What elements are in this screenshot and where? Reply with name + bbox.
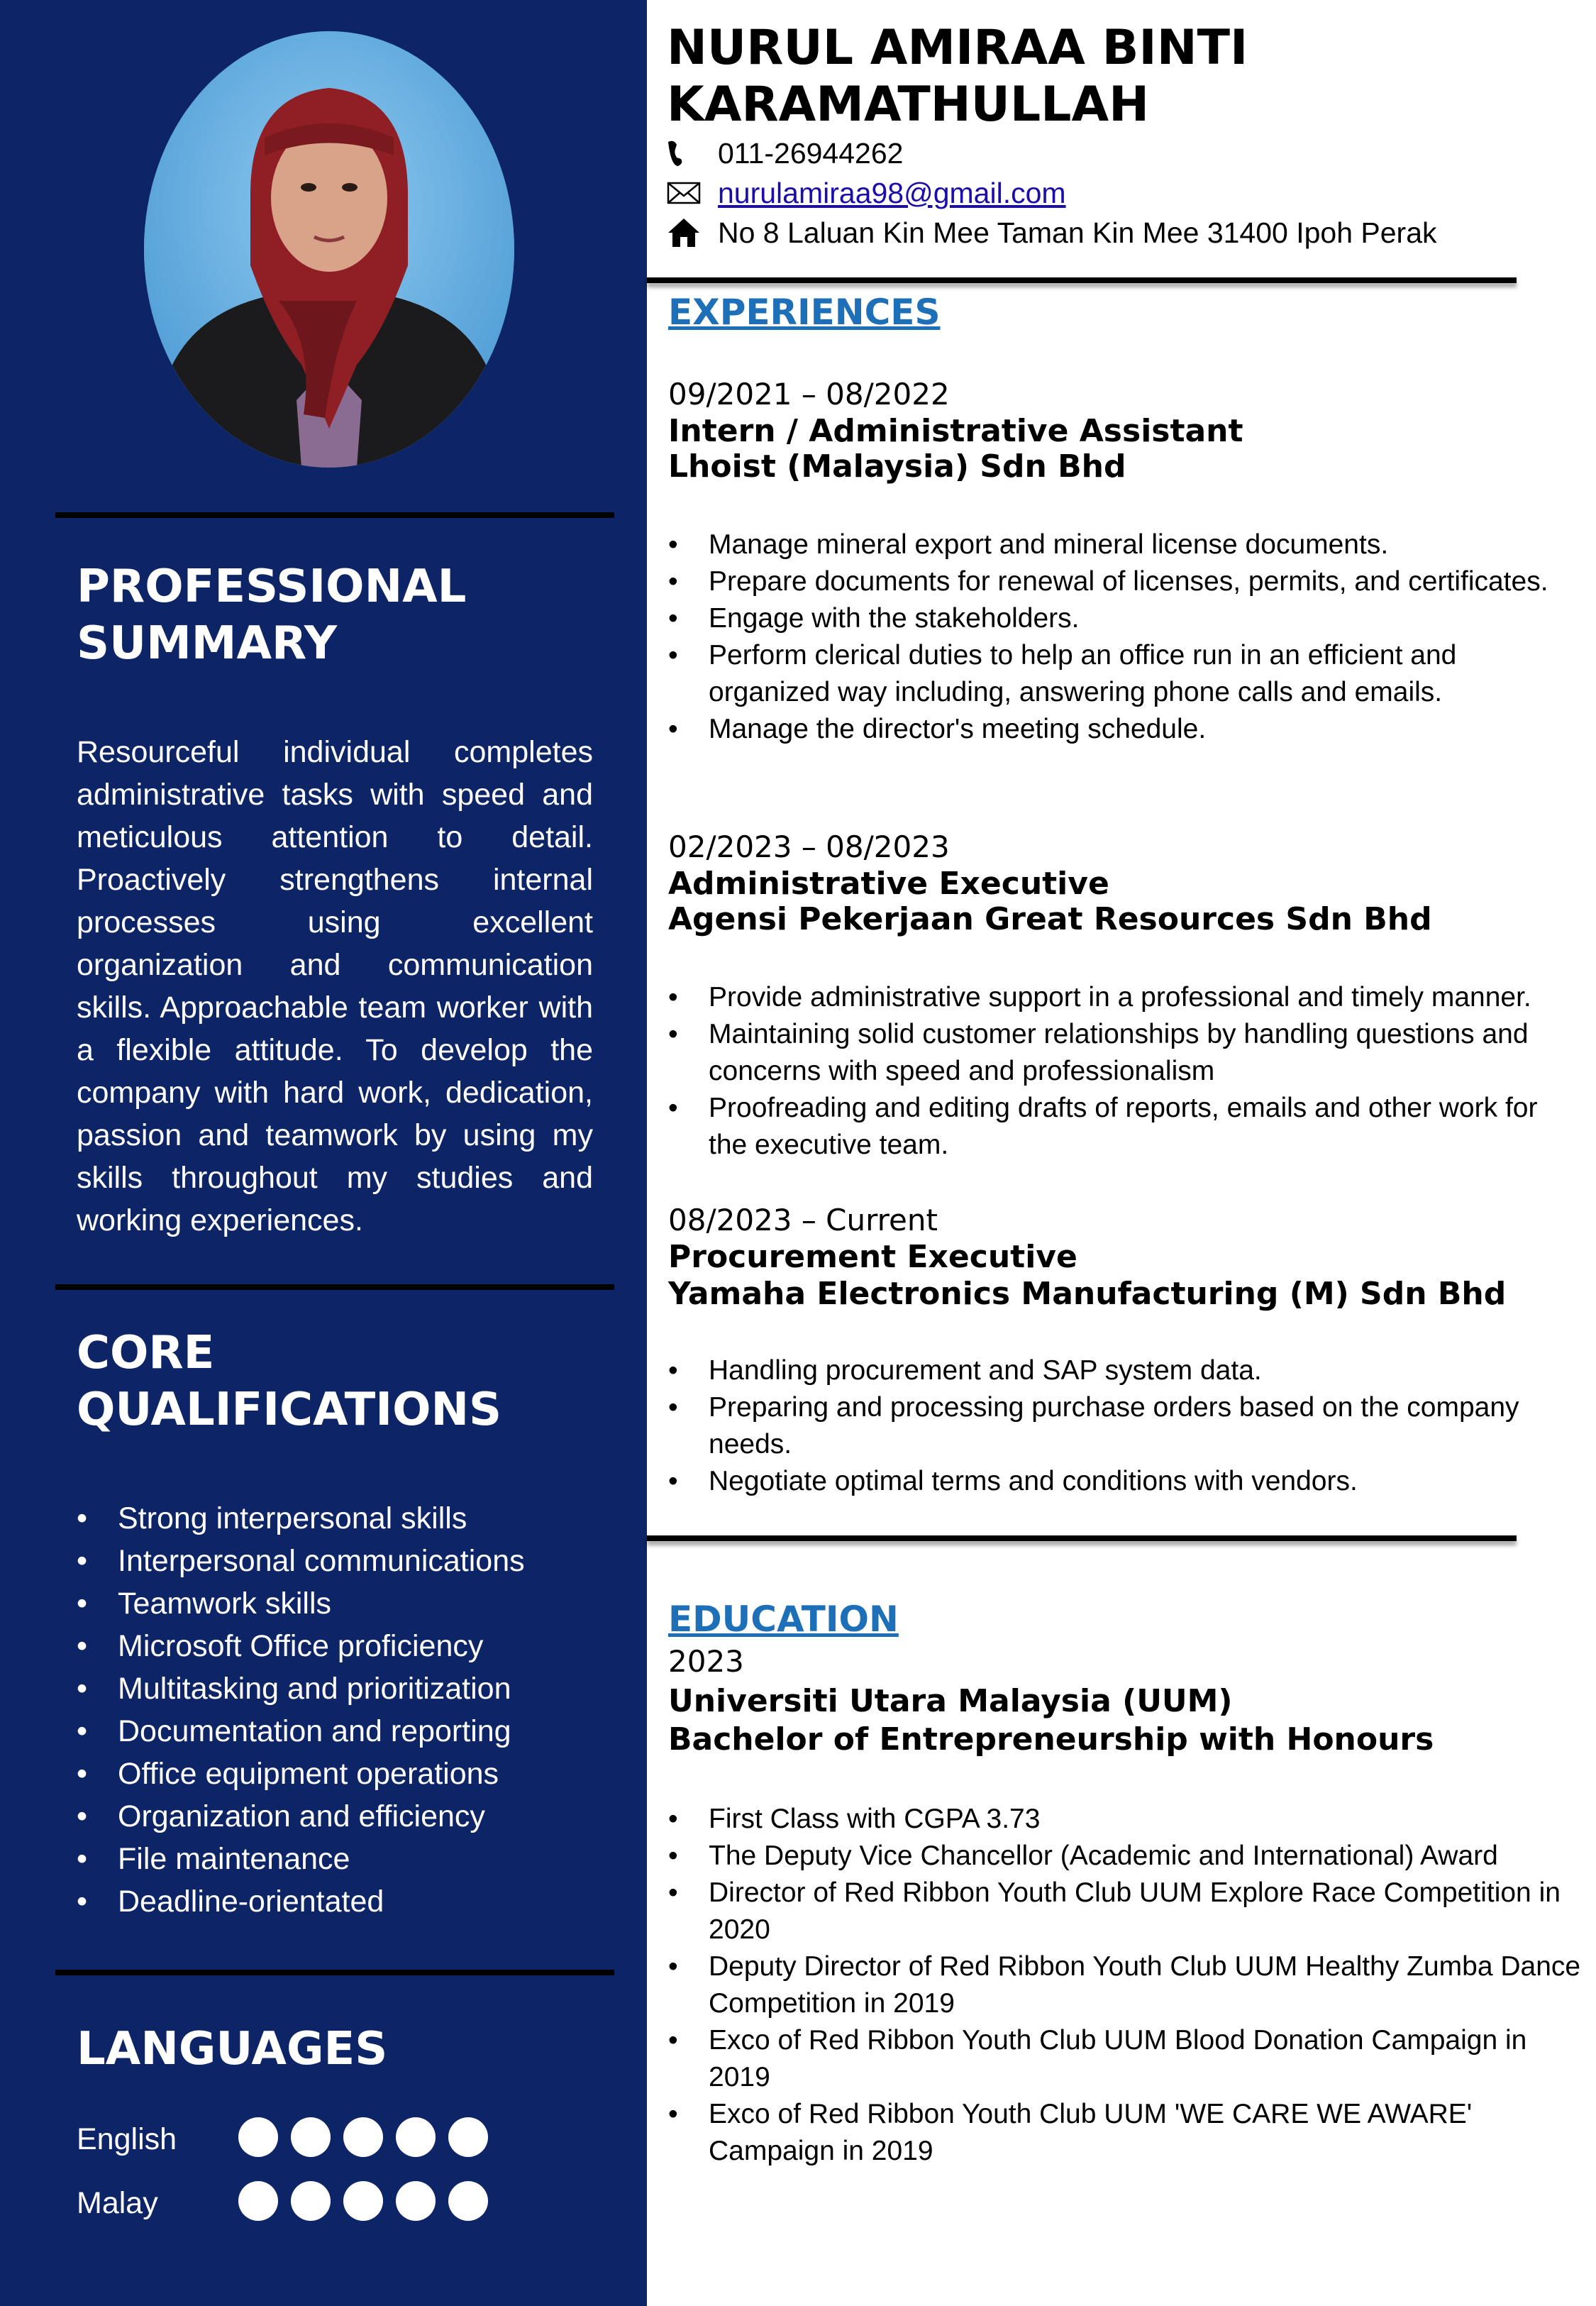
- rating-dot: [343, 2181, 383, 2221]
- email-link[interactable]: nurulamiraa98@gmail.com: [718, 177, 1066, 209]
- list-item: • Director of Red Ribbon Youth Club UUM Explore Race Competition in 2020: [668, 1875, 1583, 1948]
- job-dates: 02/2023 – 08/2023: [668, 829, 950, 864]
- rating-dot: [396, 2181, 436, 2221]
- section-divider: [55, 1284, 614, 1290]
- qualifications-list: [77, 1497, 616, 1923]
- list-item: • Handling procurement and SAP system data.: [668, 1352, 1583, 1389]
- envelope-icon: [667, 177, 701, 209]
- rating-dot: [448, 2117, 488, 2157]
- rating-dot: [448, 2181, 488, 2221]
- rating-dot: [238, 2117, 278, 2157]
- job-duties: [668, 979, 1583, 1164]
- phone-number: 011-26944262: [718, 137, 904, 170]
- phone-icon: [667, 138, 701, 169]
- job-duties: [668, 526, 1583, 748]
- home-icon: [667, 217, 701, 248]
- section-divider: [55, 512, 614, 518]
- job-title: Administrative Executive: [668, 866, 1109, 902]
- sidebar: [0, 0, 647, 2306]
- list-item: • Microsoft Office proficiency: [77, 1625, 616, 1667]
- list-item: • Preparing and processing purchase orders based on the company needs.: [668, 1389, 1583, 1463]
- list-item: • The Deputy Vice Chancellor (Academic and International) Award: [668, 1838, 1583, 1875]
- list-item: • Proofreading and editing drafts of reports, emails and other work for the executive team.: [668, 1090, 1583, 1164]
- list-item: • Documentation and reporting: [77, 1710, 616, 1753]
- company-name: Lhoist (Malaysia) Sdn Bhd: [668, 448, 1126, 485]
- job-duties: [668, 1352, 1583, 1500]
- address-text: No 8 Laluan Kin Mee Taman Kin Mee 31400 Ipoh Perak: [718, 216, 1437, 249]
- full-name: NURUL AMIRAA BINTI KARAMATHULLAH: [667, 20, 1248, 133]
- job-dates: 09/2021 – 08/2022: [668, 377, 950, 412]
- proficiency-rating: [238, 2181, 501, 2221]
- section-divider: [55, 1970, 614, 1975]
- experiences-heading: EXPERIENCES: [668, 292, 941, 333]
- rating-dot: [343, 2117, 383, 2157]
- company-name: Yamaha Electronics Manufacturing (M) Sdn Bhd: [668, 1276, 1507, 1312]
- list-item: • Manage the director's meeting schedule.: [668, 711, 1583, 748]
- language-row-english: [77, 2114, 502, 2164]
- summary-text: Resourceful individual completes administrative tasks with speed and meticulous attention to detail. Proactively strengthens internal processes using excellent organization and communication skills. Approachable team worker with a flexible attitude. To develop the company with hard work, dedication, passion and teamwork by using my skills throughout my studies and working experiences.: [77, 735, 593, 1237]
- education-achievements: [668, 1801, 1583, 2170]
- rating-dot: [396, 2117, 436, 2157]
- list-item: • Interpersonal communications: [77, 1540, 616, 1582]
- list-item: • Maintaining solid customer relationships by handling questions and concerns with speed and professionalism: [668, 1016, 1583, 1090]
- contact-address: [667, 213, 1518, 253]
- list-item: • Provide administrative support in a professional and timely manner.: [668, 979, 1583, 1016]
- list-item: • Exco of Red Ribbon Youth Club UUM 'WE CARE WE AWARE' Campaign in 2019: [668, 2096, 1583, 2170]
- contact-email[interactable]: [667, 173, 1518, 213]
- list-item: • Organization and efficiency: [77, 1795, 616, 1838]
- summary-heading: PROFESSIONAL SUMMARY: [77, 561, 467, 670]
- list-item: • Exco of Red Ribbon Youth Club UUM Blood Donation Campaign in 2019: [668, 2022, 1583, 2096]
- company-name: Agensi Pekerjaan Great Resources Sdn Bhd: [668, 901, 1432, 937]
- rating-dot: [291, 2181, 331, 2221]
- language-row-malay: [77, 2178, 502, 2228]
- list-item: • Multitasking and prioritization: [77, 1667, 616, 1710]
- language-name: English: [77, 2122, 177, 2156]
- section-divider: [647, 277, 1517, 283]
- list-item: • File maintenance: [77, 1838, 616, 1880]
- rating-dot: [291, 2117, 331, 2157]
- profile-photo: [144, 31, 514, 468]
- qualifications-heading: CORE QUALIFICATIONS: [77, 1327, 502, 1436]
- rating-dot: [238, 2181, 278, 2221]
- degree-name: Bachelor of Entrepreneurship with Honours: [668, 1721, 1434, 1758]
- graduation-year: 2023: [668, 1644, 744, 1679]
- list-item: • Negotiate optimal terms and conditions with vendors.: [668, 1463, 1583, 1500]
- section-divider: [647, 1535, 1517, 1541]
- list-item: • Teamwork skills: [77, 1582, 616, 1625]
- list-item: • Deputy Director of Red Ribbon Youth Club UUM Healthy Zumba Dance Competition in 2019: [668, 1948, 1583, 2022]
- job-title: Procurement Executive: [668, 1239, 1077, 1275]
- list-item: • Strong interpersonal skills: [77, 1497, 616, 1540]
- contact-phone: [667, 133, 1518, 173]
- list-item: • Office equipment operations: [77, 1753, 616, 1795]
- institution-name: Universiti Utara Malaysia (UUM): [668, 1683, 1233, 1719]
- list-item: • Prepare documents for renewal of licenses, permits, and certificates.: [668, 563, 1583, 600]
- proficiency-rating: [238, 2117, 501, 2157]
- list-item: • Manage mineral export and mineral license documents.: [668, 526, 1583, 563]
- job-dates: 08/2023 – Current: [668, 1203, 938, 1237]
- list-item: • First Class with CGPA 3.73: [668, 1801, 1583, 1838]
- job-title: Intern / Administrative Assistant: [668, 413, 1243, 449]
- list-item: • Engage with the stakeholders.: [668, 600, 1583, 637]
- list-item: • Deadline-orientated: [77, 1880, 616, 1923]
- education-heading: EDUCATION: [668, 1599, 899, 1640]
- list-item: • Perform clerical duties to help an office run in an efficient and organized way including, answering phone calls and emails.: [668, 637, 1583, 711]
- languages-heading: LANGUAGES: [77, 2023, 388, 2075]
- language-name: Malay: [77, 2186, 158, 2220]
